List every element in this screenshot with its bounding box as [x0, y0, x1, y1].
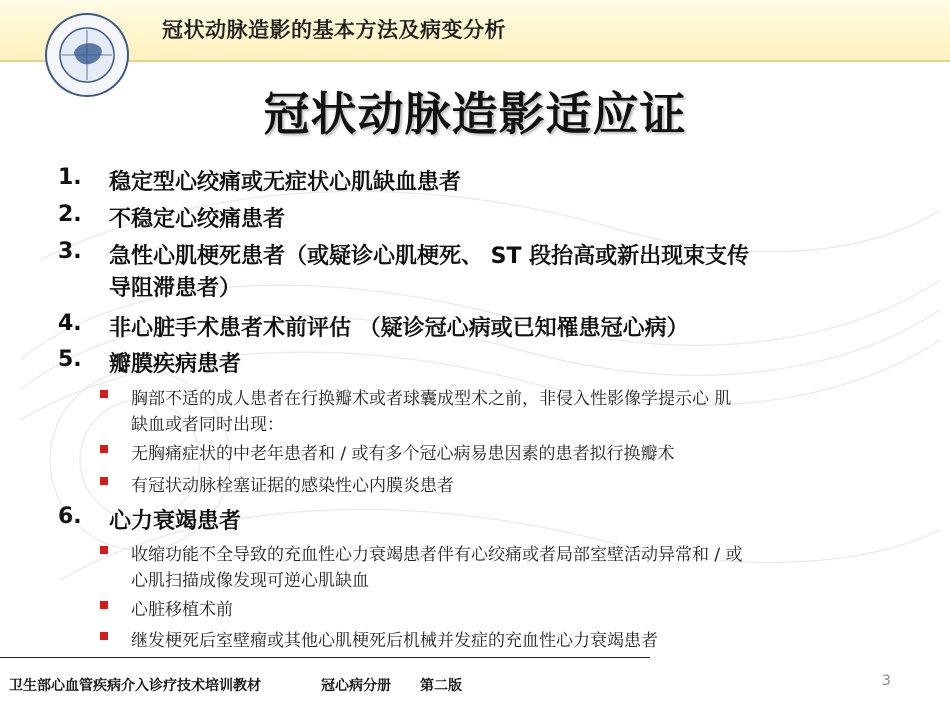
- slide-title: 冠状动脉造影适应证: [263, 87, 687, 141]
- item-text: 不稳定心绞痛患者: [109, 207, 286, 232]
- footer-divider: [0, 657, 650, 658]
- item-number: 6.: [58, 504, 82, 529]
- bullet-text: 无胸痛症状的中老年患者和 / 或有多个冠心病易患因素的患者拟行换瓣术: [131, 444, 675, 464]
- bullet-text: 心脏移植术前: [131, 600, 233, 620]
- bullet-text-line2: 心肌扫描成像发现可逆心肌缺血: [131, 571, 369, 591]
- bullet-square-icon: [100, 546, 108, 554]
- header-title: 冠状动脉造影的基本方法及病变分析: [162, 18, 506, 42]
- bullet-square-icon: [100, 390, 108, 398]
- item-text-line2: 导阻滞患者）: [109, 276, 242, 301]
- bullet-text: 继发梗死后室壁瘤或其他心肌梗死后机械并发症的充血性心力衰竭患者: [131, 631, 658, 651]
- item-text: 瓣膜疾病患者: [109, 352, 242, 377]
- item-text: 稳定型心绞痛或无症状心肌缺血患者: [109, 170, 462, 195]
- item-number: 2.: [58, 202, 82, 227]
- bullet-square-icon: [100, 477, 108, 485]
- footer-volume: 冠心病分册: [321, 678, 391, 694]
- item-number: 4.: [58, 311, 82, 336]
- footer-textbook-title: 卫生部心血管疾病介入诊疗技术培训教材: [9, 678, 261, 694]
- footer-edition: 第二版: [420, 678, 462, 694]
- bullet-text: 收缩功能不全导致的充血性心力衰竭患者伴有心绞痛或者局部室壁活动异常和 / 或: [131, 545, 743, 565]
- bullet-square-icon: [100, 601, 108, 609]
- bullet-text-line2: 缺血或者同时出现：: [131, 415, 284, 435]
- item-number: 5.: [58, 347, 82, 372]
- bullet-text: 有冠状动脉栓塞证据的感染性心内膜炎患者: [131, 476, 454, 496]
- bullet-text: 胸部不适的成人患者在行换瓣术或者球囊成型术之前，非侵入性影像学提示心 肌: [131, 389, 732, 409]
- bullet-square-icon: [100, 632, 108, 640]
- item-text: 急性心肌梗死患者（或疑诊心肌梗死、 ST 段抬高或新出现束支传: [109, 244, 750, 269]
- item-text: 非心脏手术患者术前评估 （疑诊冠心病或已知罹患冠心病）: [109, 316, 689, 341]
- item-text: 心力衰竭患者: [109, 509, 242, 534]
- bullet-square-icon: [100, 445, 108, 453]
- item-number: 1.: [58, 165, 82, 190]
- item-number: 3.: [58, 239, 82, 264]
- page-number: 3: [882, 673, 891, 689]
